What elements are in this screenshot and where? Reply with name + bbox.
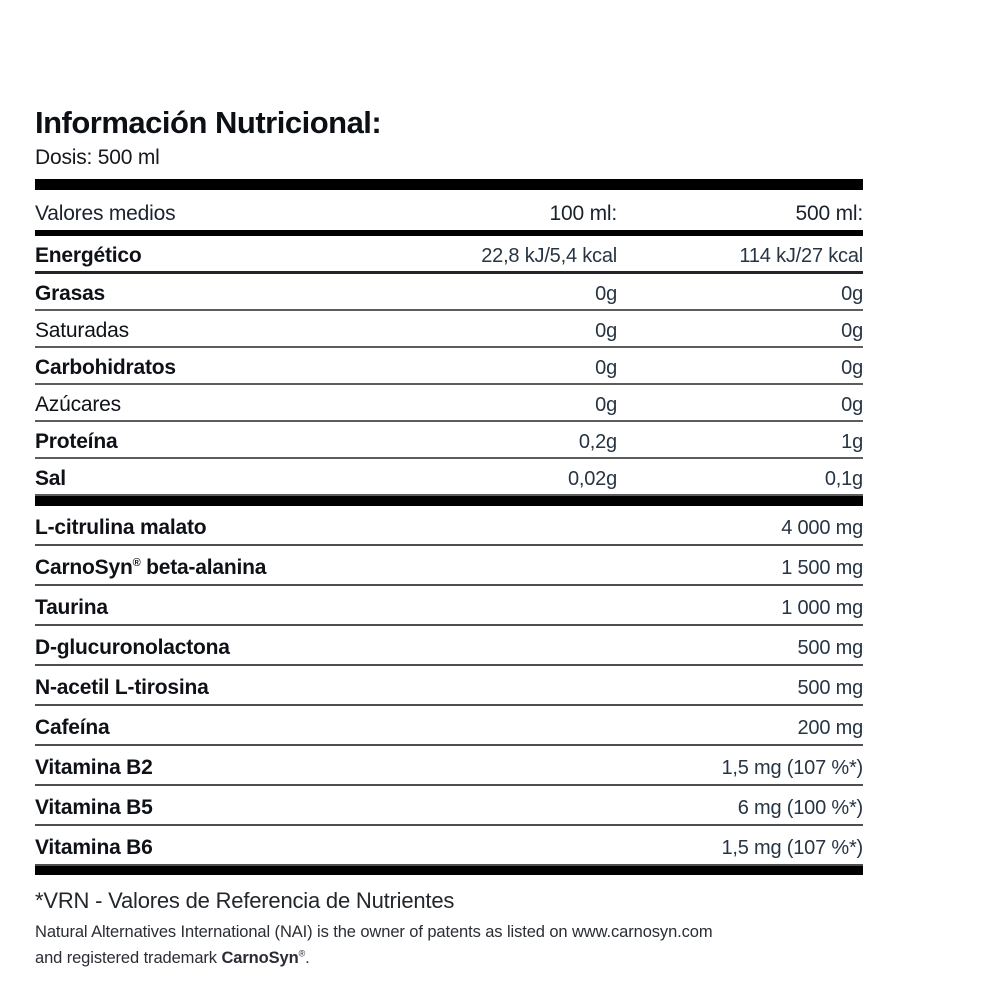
row-value-100ml: 0,02g — [567, 468, 617, 491]
row-value-500ml: 1g — [841, 431, 863, 454]
row-value-500ml: 0g — [841, 320, 863, 343]
patent-trademark-note — [35, 920, 863, 971]
header-100ml-label: 100 ml: — [549, 202, 617, 226]
registered-mark: ® — [132, 557, 141, 570]
patent-line: Natural Alternatives International (NAI) is the owner of patents as listed on www.carnosyn.com — [35, 923, 713, 942]
row-label: Carbohidratos — [35, 356, 176, 380]
row-label: Azúcares — [35, 393, 121, 417]
trademark-suffix: . — [305, 948, 310, 967]
row-value-100ml: 0,2g — [578, 431, 617, 454]
table-row — [35, 274, 863, 311]
row-value-500ml: 1,5 mg (107 %*) — [721, 757, 863, 780]
table-row — [35, 826, 863, 866]
dose-label: Dosis: 500 ml — [35, 146, 160, 170]
table-row — [35, 586, 863, 626]
table-row — [35, 385, 863, 422]
bottom-divider-bar — [35, 866, 863, 875]
table-row — [35, 786, 863, 826]
row-label: Vitamina B2 — [35, 756, 153, 780]
row-value-100ml: 0g — [595, 357, 617, 380]
row-value-500ml: 200 mg — [797, 717, 863, 740]
row-label: D-glucuronolactona — [35, 636, 230, 660]
table-header-row — [35, 190, 863, 236]
row-value-500ml: 0g — [841, 357, 863, 380]
registered-mark: ® — [298, 948, 306, 959]
row-value-500ml: 4 000 mg — [781, 517, 863, 540]
row-label: Vitamina B6 — [35, 836, 153, 860]
table-row — [35, 236, 863, 274]
page-title: Información Nutricional: — [35, 105, 382, 140]
top-divider-bar — [35, 179, 863, 190]
table-row — [35, 626, 863, 666]
row-value-500ml: 114 kJ/27 kcal — [739, 245, 863, 268]
table-row — [35, 706, 863, 746]
row-label: Proteína — [35, 430, 118, 454]
row-label: Vitamina B5 — [35, 796, 153, 820]
table-row — [35, 746, 863, 786]
row-label: Saturadas — [35, 319, 129, 343]
table-row — [35, 311, 863, 348]
row-value-500ml: 0,1g — [824, 468, 863, 491]
header-values-label: Valores medios — [35, 202, 176, 226]
row-value-500ml: 6 mg (100 %*) — [737, 797, 863, 820]
row-label: CarnoSyn® beta-alanina — [35, 556, 267, 580]
row-value-500ml: 0g — [841, 283, 863, 306]
row-label: Sal — [35, 467, 66, 491]
row-label: L-citrulina malato — [35, 516, 207, 540]
table-row — [35, 422, 863, 459]
row-label: Grasas — [35, 282, 106, 306]
header-500ml-label: 500 ml: — [795, 202, 863, 226]
row-value-100ml: 0g — [595, 283, 617, 306]
row-value-100ml: 22,8 kJ/5,4 kcal — [481, 245, 617, 268]
trademark-prefix: and registered trademark — [35, 948, 222, 967]
carnosyn-brand: CarnoSyn — [221, 948, 299, 967]
row-label: Taurina — [35, 596, 108, 620]
row-label: N-acetil L-tirosina — [35, 676, 209, 700]
row-value-100ml: 0g — [595, 320, 617, 343]
row-value-500ml: 0g — [841, 394, 863, 417]
nutrition-label — [35, 106, 863, 971]
table-row — [35, 459, 863, 496]
row-value-500ml: 500 mg — [797, 677, 863, 700]
row-label: Cafeína — [35, 716, 110, 740]
table-row — [35, 348, 863, 385]
row-value-500ml: 1 000 mg — [781, 597, 863, 620]
row-value-500ml: 1,5 mg (107 %*) — [721, 837, 863, 860]
ingredient-rows-section — [35, 506, 863, 866]
row-value-500ml: 500 mg — [797, 637, 863, 660]
nutrition-rows-section — [35, 236, 863, 496]
mid-divider-bar — [35, 496, 863, 506]
table-row — [35, 666, 863, 706]
table-row — [35, 506, 863, 546]
vrn-reference-note: *VRN - Valores de Referencia de Nutrientes — [35, 888, 455, 914]
row-label: Energético — [35, 244, 142, 268]
row-value-100ml: 0g — [595, 394, 617, 417]
table-row — [35, 546, 863, 586]
row-value-500ml: 1 500 mg — [781, 557, 863, 580]
